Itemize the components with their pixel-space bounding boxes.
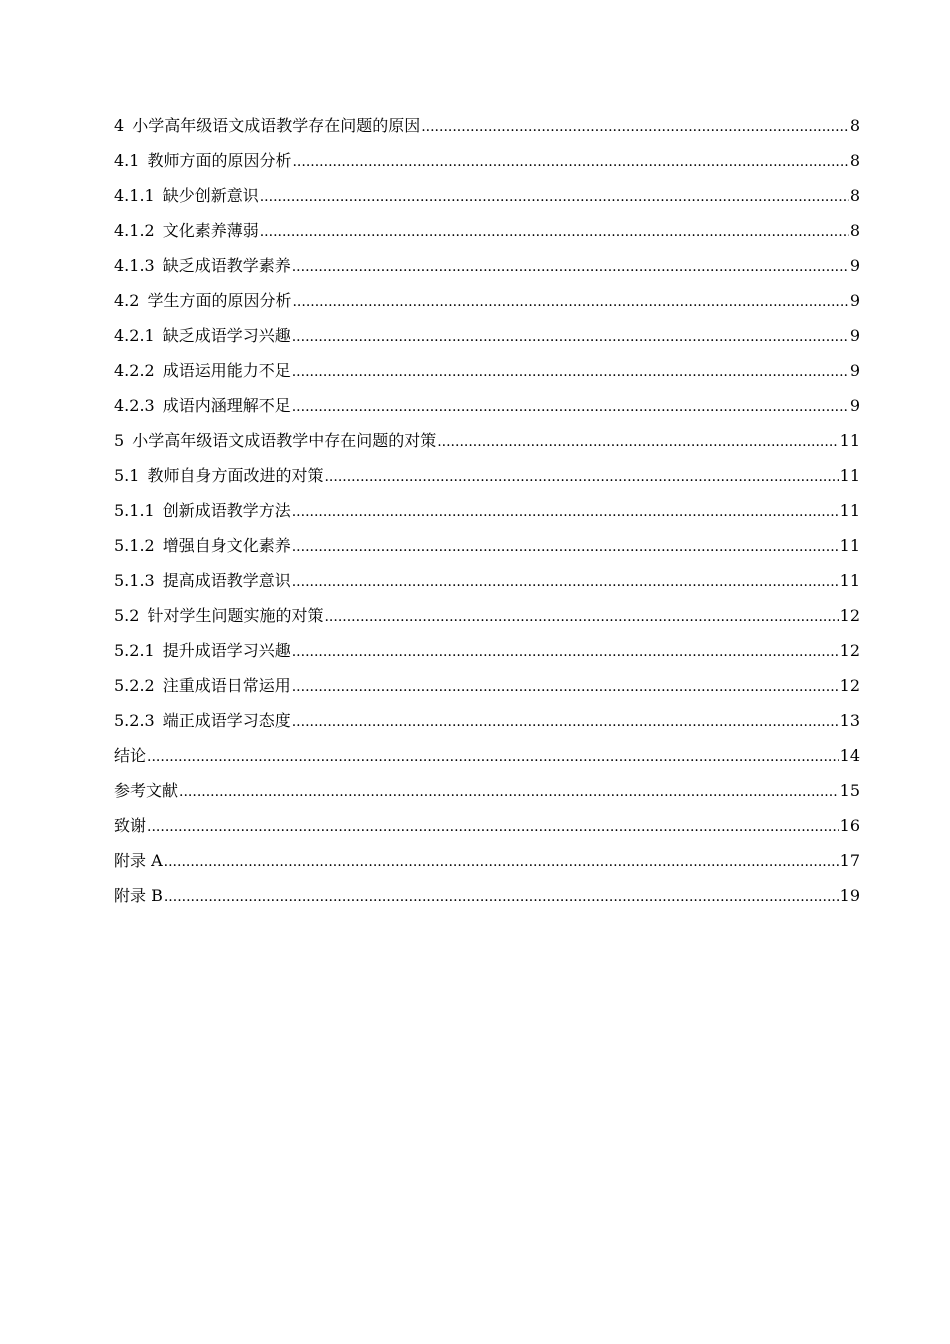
- toc-entry-title: 增强自身文化素养: [162, 536, 291, 555]
- toc-entry-5-1-2[interactable]: [114, 533, 860, 568]
- toc-entry-5-2-3[interactable]: [114, 708, 860, 743]
- toc-entry-page: 8: [849, 186, 860, 205]
- toc-entry-page: 11: [839, 466, 860, 485]
- toc-entry-appendix-a[interactable]: [114, 848, 860, 883]
- toc-entry-title: 教师方面的原因分析: [147, 151, 292, 170]
- toc-entry-page: 8: [849, 221, 860, 240]
- toc-entry-title: 针对学生问题实施的对策: [147, 606, 324, 625]
- dot-leader: [292, 289, 848, 315]
- toc-entry-5-1-1[interactable]: [114, 498, 860, 533]
- toc-entry-page: 13: [839, 711, 860, 730]
- table-of-contents: [114, 113, 860, 918]
- toc-entry-title: 小学高年级语文成语教学中存在问题的对策: [132, 431, 437, 450]
- toc-entry-number: 4.1.2: [114, 221, 155, 240]
- toc-entry-page: 15: [839, 781, 860, 800]
- toc-entry-number: 5.2: [114, 606, 140, 625]
- dot-leader: [147, 814, 839, 840]
- toc-entry-number: 4.1: [114, 151, 140, 170]
- toc-entry-number: 4: [114, 116, 125, 135]
- toc-entry-page: 9: [849, 256, 860, 275]
- toc-entry-page: 9: [849, 396, 860, 415]
- toc-entry-number: 4.1.3: [114, 256, 155, 275]
- toc-entry-label: [114, 428, 436, 454]
- toc-entry-title: 附录 A: [114, 851, 163, 870]
- toc-entry-4-2-3[interactable]: [114, 393, 860, 428]
- toc-entry-5-2-1[interactable]: [114, 638, 860, 673]
- toc-entry-label: [114, 148, 291, 174]
- toc-entry-title: 附录 B: [114, 886, 163, 905]
- toc-entry-title: 缺乏成语学习兴趣: [162, 326, 291, 345]
- toc-entry-label: [114, 358, 291, 384]
- toc-entry-number: 5.1: [114, 466, 140, 485]
- toc-entry-title: 缺乏成语教学素养: [162, 256, 291, 275]
- toc-entry-label: [114, 568, 291, 594]
- toc-entry-label: [114, 498, 291, 524]
- toc-entry-label: [114, 673, 291, 699]
- dot-leader: [292, 534, 839, 560]
- toc-entry-page: 8: [849, 116, 860, 135]
- dot-leader: [292, 324, 849, 350]
- toc-entry-page: 16: [839, 816, 860, 835]
- toc-entry-4-1-1[interactable]: [114, 183, 860, 218]
- dot-leader: [324, 604, 838, 630]
- dot-leader: [164, 849, 839, 875]
- toc-entry-label: [114, 183, 259, 209]
- dot-leader: [260, 184, 849, 210]
- toc-entry-5[interactable]: [114, 428, 860, 463]
- toc-entry-4[interactable]: [114, 113, 860, 148]
- toc-entry-page: 17: [839, 851, 860, 870]
- dot-leader: [437, 429, 838, 455]
- dot-leader: [292, 499, 839, 525]
- toc-entry-label: [114, 218, 259, 244]
- toc-entry-page: 12: [839, 676, 860, 695]
- dot-leader: [292, 149, 848, 175]
- toc-entry-page: 12: [839, 606, 860, 625]
- toc-entry-page: 8: [849, 151, 860, 170]
- dot-leader: [292, 254, 849, 280]
- toc-entry-5-2-2[interactable]: [114, 673, 860, 708]
- toc-entry-number: 5: [114, 431, 125, 450]
- toc-entry-5-1-3[interactable]: [114, 568, 860, 603]
- toc-entry-number: 5.1.3: [114, 571, 155, 590]
- toc-entry-title: 创新成语教学方法: [162, 501, 291, 520]
- toc-entry-4-2[interactable]: [114, 288, 860, 323]
- toc-entry-page: 11: [839, 536, 860, 555]
- toc-entry-number: 4.2.1: [114, 326, 155, 345]
- toc-entry-title: 提升成语学习兴趣: [162, 641, 291, 660]
- toc-entry-4-1-2[interactable]: [114, 218, 860, 253]
- toc-entry-label: [114, 288, 291, 314]
- dot-leader: [292, 709, 839, 735]
- toc-entry-title: 致谢: [114, 816, 147, 835]
- toc-entry-4-2-1[interactable]: [114, 323, 860, 358]
- toc-entry-title: 文化素养薄弱: [162, 221, 259, 240]
- toc-entry-title: 小学高年级语文成语教学存在问题的原因: [132, 116, 421, 135]
- toc-entry-title: 参考文献: [114, 781, 179, 800]
- toc-entry-conclusion[interactable]: [114, 743, 860, 778]
- dot-leader: [164, 884, 839, 910]
- dot-leader: [292, 569, 839, 595]
- toc-entry-title: 注重成语日常运用: [162, 676, 291, 695]
- toc-entry-number: 4.2.2: [114, 361, 155, 380]
- toc-entry-references[interactable]: [114, 778, 860, 813]
- toc-entry-page: 12: [839, 641, 860, 660]
- toc-entry-page: 14: [839, 746, 860, 765]
- toc-entry-label: [114, 253, 291, 279]
- dot-leader: [324, 464, 838, 490]
- toc-entry-acknowledgements[interactable]: [114, 813, 860, 848]
- dot-leader: [260, 219, 849, 245]
- toc-entry-number: 5.2.1: [114, 641, 155, 660]
- dot-leader: [292, 674, 839, 700]
- toc-entry-title: 提高成语教学意识: [162, 571, 291, 590]
- toc-entry-page: 9: [849, 361, 860, 380]
- toc-entry-page: 9: [849, 291, 860, 310]
- toc-entry-page: 9: [849, 326, 860, 345]
- toc-entry-label: [114, 323, 291, 349]
- toc-entry-title: 结论: [114, 746, 147, 765]
- toc-entry-label: [114, 638, 291, 664]
- dot-leader: [147, 744, 839, 770]
- toc-entry-5-2[interactable]: [114, 603, 860, 638]
- toc-entry-title: 端正成语学习态度: [162, 711, 291, 730]
- toc-entry-page: 11: [839, 501, 860, 520]
- toc-entry-label: [114, 708, 291, 734]
- toc-entry-label: [114, 393, 291, 419]
- dot-leader: [421, 114, 849, 140]
- toc-entry-title: 成语内涵理解不足: [162, 396, 291, 415]
- toc-entry-page: 19: [839, 886, 860, 905]
- dot-leader: [292, 639, 839, 665]
- toc-entry-4-1-3[interactable]: [114, 253, 860, 288]
- toc-entry-title: 学生方面的原因分析: [147, 291, 292, 310]
- toc-entry-title: 教师自身方面改进的对策: [147, 466, 324, 485]
- toc-entry-label: [114, 603, 323, 629]
- toc-entry-number: 5.2.2: [114, 676, 155, 695]
- toc-entry-number: 5.2.3: [114, 711, 155, 730]
- toc-entry-4-1[interactable]: [114, 148, 860, 183]
- toc-entry-label: [114, 113, 420, 139]
- toc-entry-page: 11: [839, 431, 860, 450]
- toc-entry-4-2-2[interactable]: [114, 358, 860, 393]
- toc-entry-number: 5.1.2: [114, 536, 155, 555]
- toc-entry-5-1[interactable]: [114, 463, 860, 498]
- toc-entry-label: [114, 533, 291, 559]
- toc-entry-number: 5.1.1: [114, 501, 155, 520]
- toc-entry-title: 缺少创新意识: [162, 186, 259, 205]
- toc-entry-label: [114, 463, 323, 489]
- dot-leader: [179, 779, 839, 805]
- toc-entry-number: 4.2: [114, 291, 140, 310]
- toc-entry-number: 4.2.3: [114, 396, 155, 415]
- toc-entry-number: 4.1.1: [114, 186, 155, 205]
- toc-entry-page: 11: [839, 571, 860, 590]
- toc-entry-title: 成语运用能力不足: [162, 361, 291, 380]
- toc-entry-appendix-b[interactable]: [114, 883, 860, 918]
- dot-leader: [292, 394, 849, 420]
- dot-leader: [292, 359, 849, 385]
